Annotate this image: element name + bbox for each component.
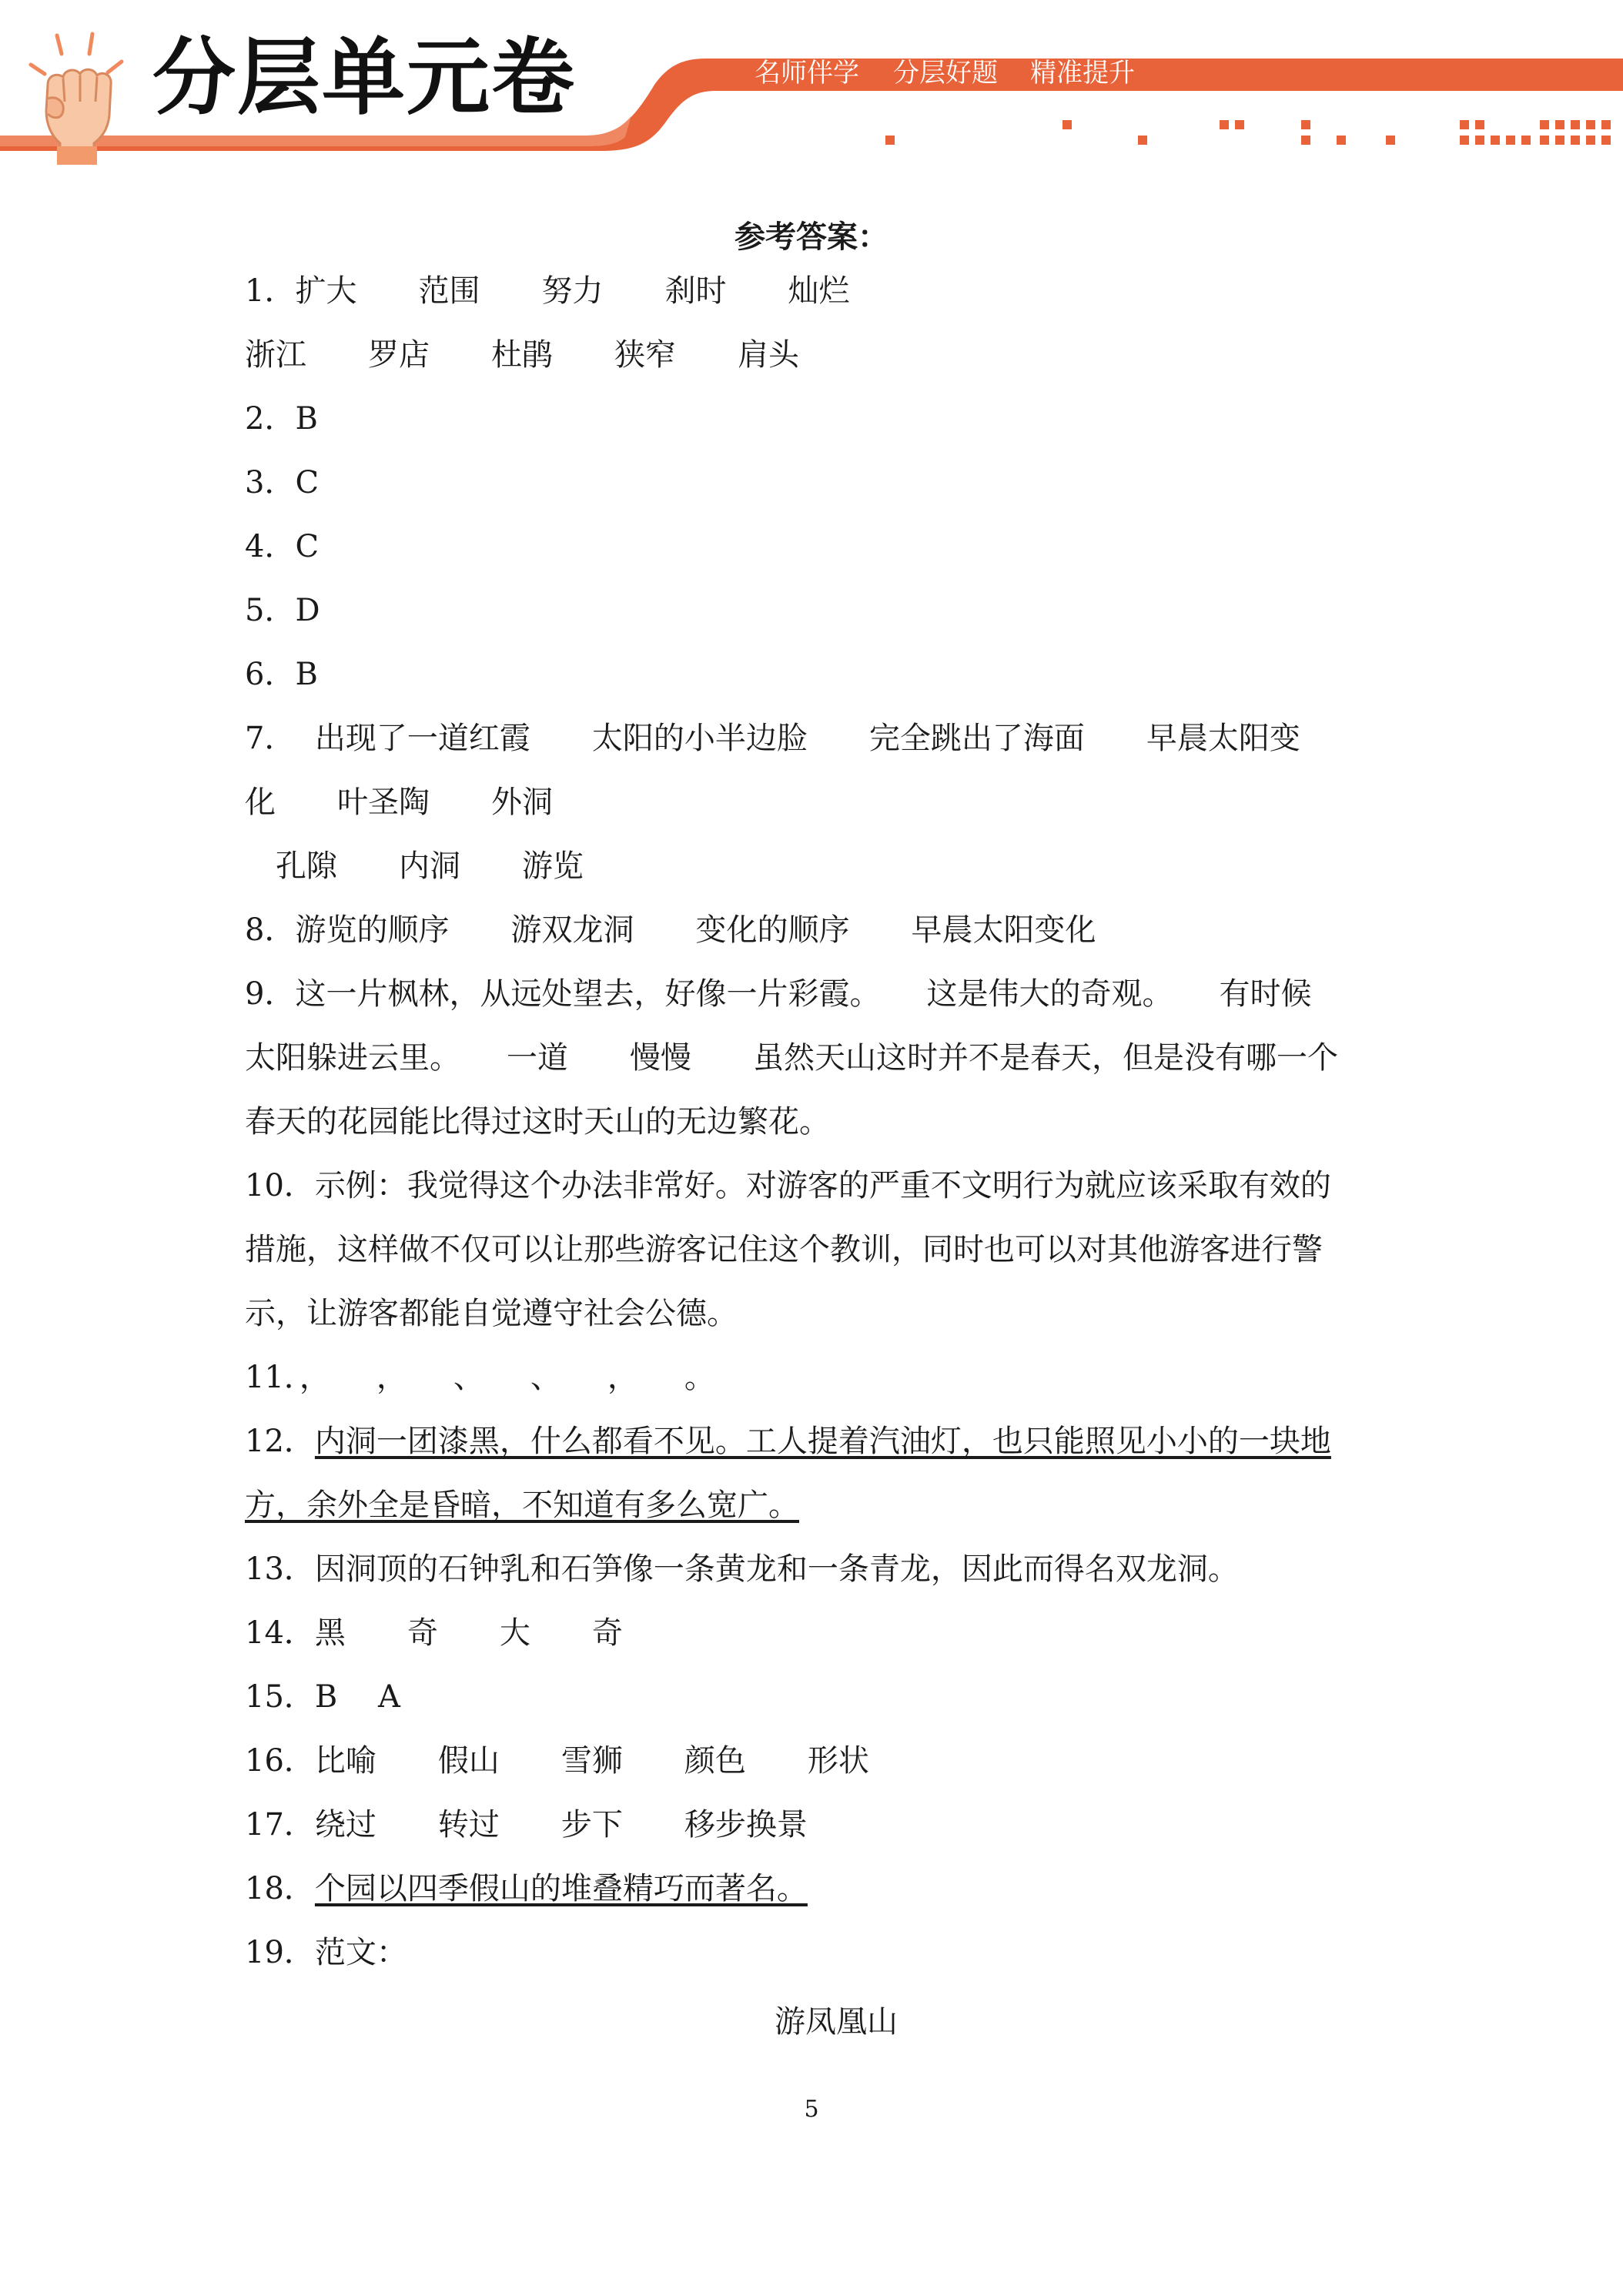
answer-line: 17．绕过 转过 步下 移步换景	[245, 1807, 808, 1842]
q18-underlined: 个园以四季假山的堆叠精巧而著名。	[314, 1871, 808, 1906]
answer-line: 措施，这样做不仅可以让那些游客记住这个教训，同时也可以对其他游客进行警	[245, 1232, 1323, 1267]
pixel-dots-decoration	[0, 0, 1623, 177]
answer-line: 13．因洞顶的石钟乳和石笋像一条黄龙和一条青龙，因此而得名双龙洞。	[245, 1551, 1239, 1587]
answer-line-18	[245, 1870, 808, 1907]
q18-prefix: 18．	[245, 1871, 315, 1906]
slogan-2: 分层好题	[893, 58, 998, 89]
q12-underlined-2: 方，余外全是昏暗，不知道有多么宽广。	[245, 1488, 799, 1523]
answer-line: 化 叶圣陶 外洞	[245, 785, 553, 820]
answer-line: 14．黑 奇 大 奇	[245, 1615, 623, 1651]
answer-title: 参考答案：	[735, 219, 888, 255]
answer-line-12b	[245, 1487, 799, 1524]
answer-line: 浙江 罗店 杜鹃 狭窄 肩头	[245, 337, 799, 373]
brand-title: 分层单元卷	[152, 30, 577, 126]
slogan-3: 精准提升	[1030, 58, 1135, 89]
answer-line: 太阳躲进云里。 一道 慢慢 虽然天山这时并不是春天，但是没有哪一个	[245, 1040, 1338, 1076]
answer-line: 6．B	[245, 657, 318, 692]
answer-line: 3．C	[245, 465, 320, 500]
answer-line: 15．B A	[245, 1679, 400, 1715]
answer-line: 春天的花园能比得过这时天山的无边繁花。	[245, 1104, 830, 1140]
answer-line: 1．扩大 范围 努力 刹时 灿烂	[245, 273, 850, 309]
answer-line: 7． 出现了一道红霞 太阳的小半边脸 完全跳出了海面 早晨太阳变	[245, 721, 1300, 756]
answer-line-12	[245, 1423, 1331, 1460]
page-number: 5	[804, 2096, 819, 2123]
answer-line: 2．B	[245, 401, 318, 437]
q12-prefix: 12．	[245, 1424, 315, 1459]
answer-line: 4．C	[245, 529, 320, 564]
answer-line: 5．D	[245, 593, 320, 628]
answer-line: 10．示例：我觉得这个办法非常好。对游客的严重不文明行为就应该采取有效的	[245, 1168, 1331, 1203]
answer-line: 示，让游客都能自觉遵守社会公德。	[245, 1296, 738, 1331]
q12-underlined-1: 内洞一团漆黑，什么都看不见。工人提着汽油灯，也只能照见小小的一块地	[314, 1424, 1331, 1459]
answer-line: 11．， ， 、 、 ， 。	[245, 1360, 715, 1395]
page-header	[0, 0, 1623, 177]
answer-line: 孔隙 内洞 游览	[245, 848, 584, 884]
answer-line-19: 19．范文：	[245, 1935, 407, 1970]
answer-line: 8．游览的顺序 游双龙洞 变化的顺序 早晨太阳变化	[245, 912, 1096, 948]
answer-line: 16．比喻 假山 雪狮 颜色 形状	[245, 1743, 869, 1779]
essay-title: 游凤凰山	[775, 2004, 898, 2040]
slogan-1: 名师伴学	[755, 58, 859, 89]
answer-line: 9．这一片枫林，从远处望去，好像一片彩霞。 这是伟大的奇观。 有时候	[245, 976, 1312, 1012]
